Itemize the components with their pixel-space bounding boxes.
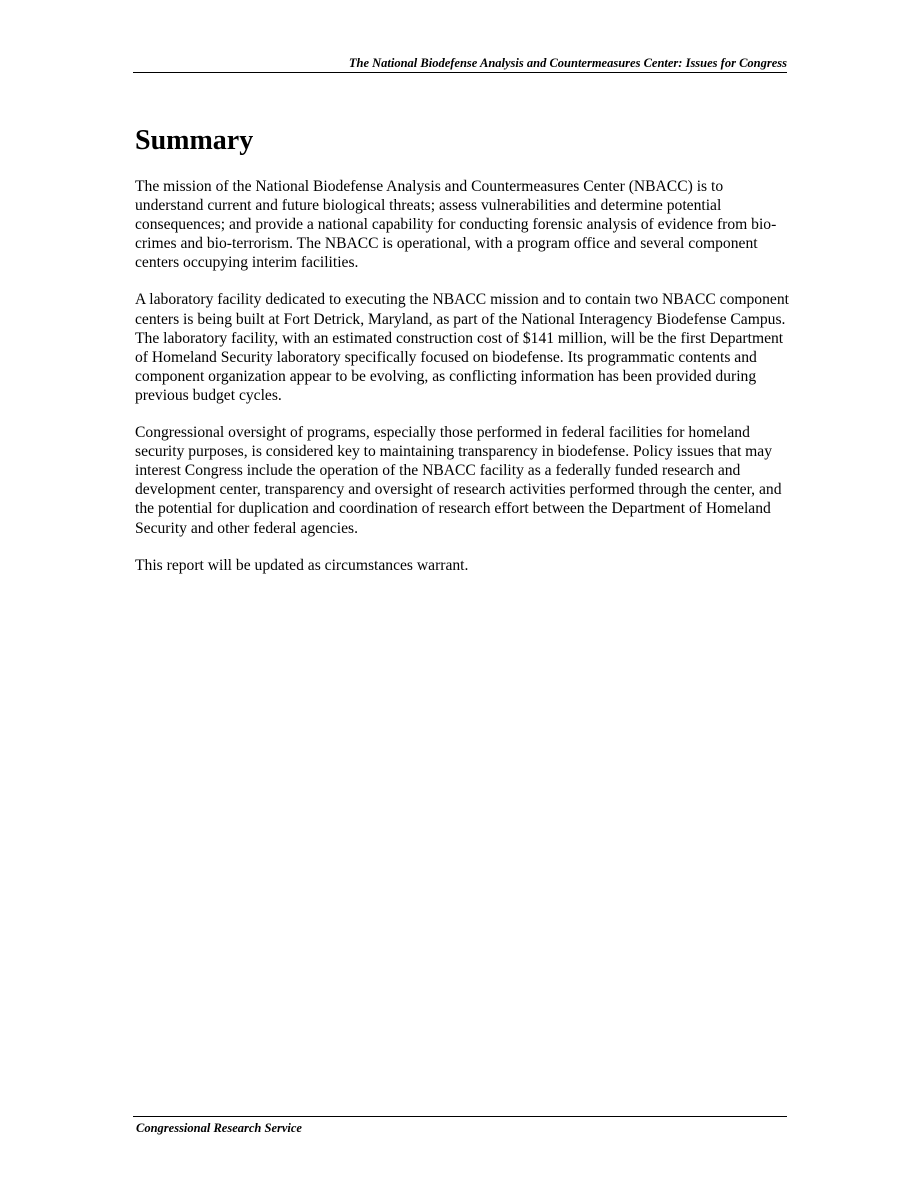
summary-paragraph-4: This report will be updated as circumstances warrant.	[135, 556, 469, 574]
summary-paragraph-3: Congressional oversight of programs, especially those performed in federal facilities for homeland security purposes, is considered key to maintaining transparency in biodefense. Policy issues that may interest Congress include the operation of the NBACC facility as a federally funded research and development center, transparency and oversight of research activities performed through the center, and the potential for duplication and coordination of research effort between the Department of Homeland Security and other federal agencies.	[135, 424, 782, 537]
running-header-title: The National Biodefense Analysis and Countermeasures Center: Issues for Congress	[348, 56, 787, 70]
summary-paragraph-1: The mission of the National Biodefense Analysis and Countermeasures Center (NBACC) is to understand current and future biological threats; assess vulnerabilities and determine potential consequences; and provide a national capability for conducting forensic analysis of evidence from bio-crimes and bio-terrorism. The NBACC is operational, with a program office and several component centers occupying interim facilities.	[135, 178, 777, 272]
running-footer-publisher: Congressional Research Service	[136, 1121, 302, 1135]
summary-paragraph-2: A laboratory facility dedicated to executing the NBACC mission and to contain two NBACC component centers is being built at Fort Detrick, Maryland, as part of the National Interagency Biodefense Campus. The laboratory facility, with an estimated construction cost of $141 million, will be the first Department of Homeland Security laboratory specifically focused on biodefense. Its programmatic contents and component organization appear to be evolving, as conflicting information has been provided during previous budget cycles.	[135, 291, 789, 404]
footer-divider	[133, 1116, 787, 1117]
summary-body	[135, 177, 791, 593]
header-divider	[133, 72, 787, 73]
page-title: Summary	[135, 125, 254, 156]
